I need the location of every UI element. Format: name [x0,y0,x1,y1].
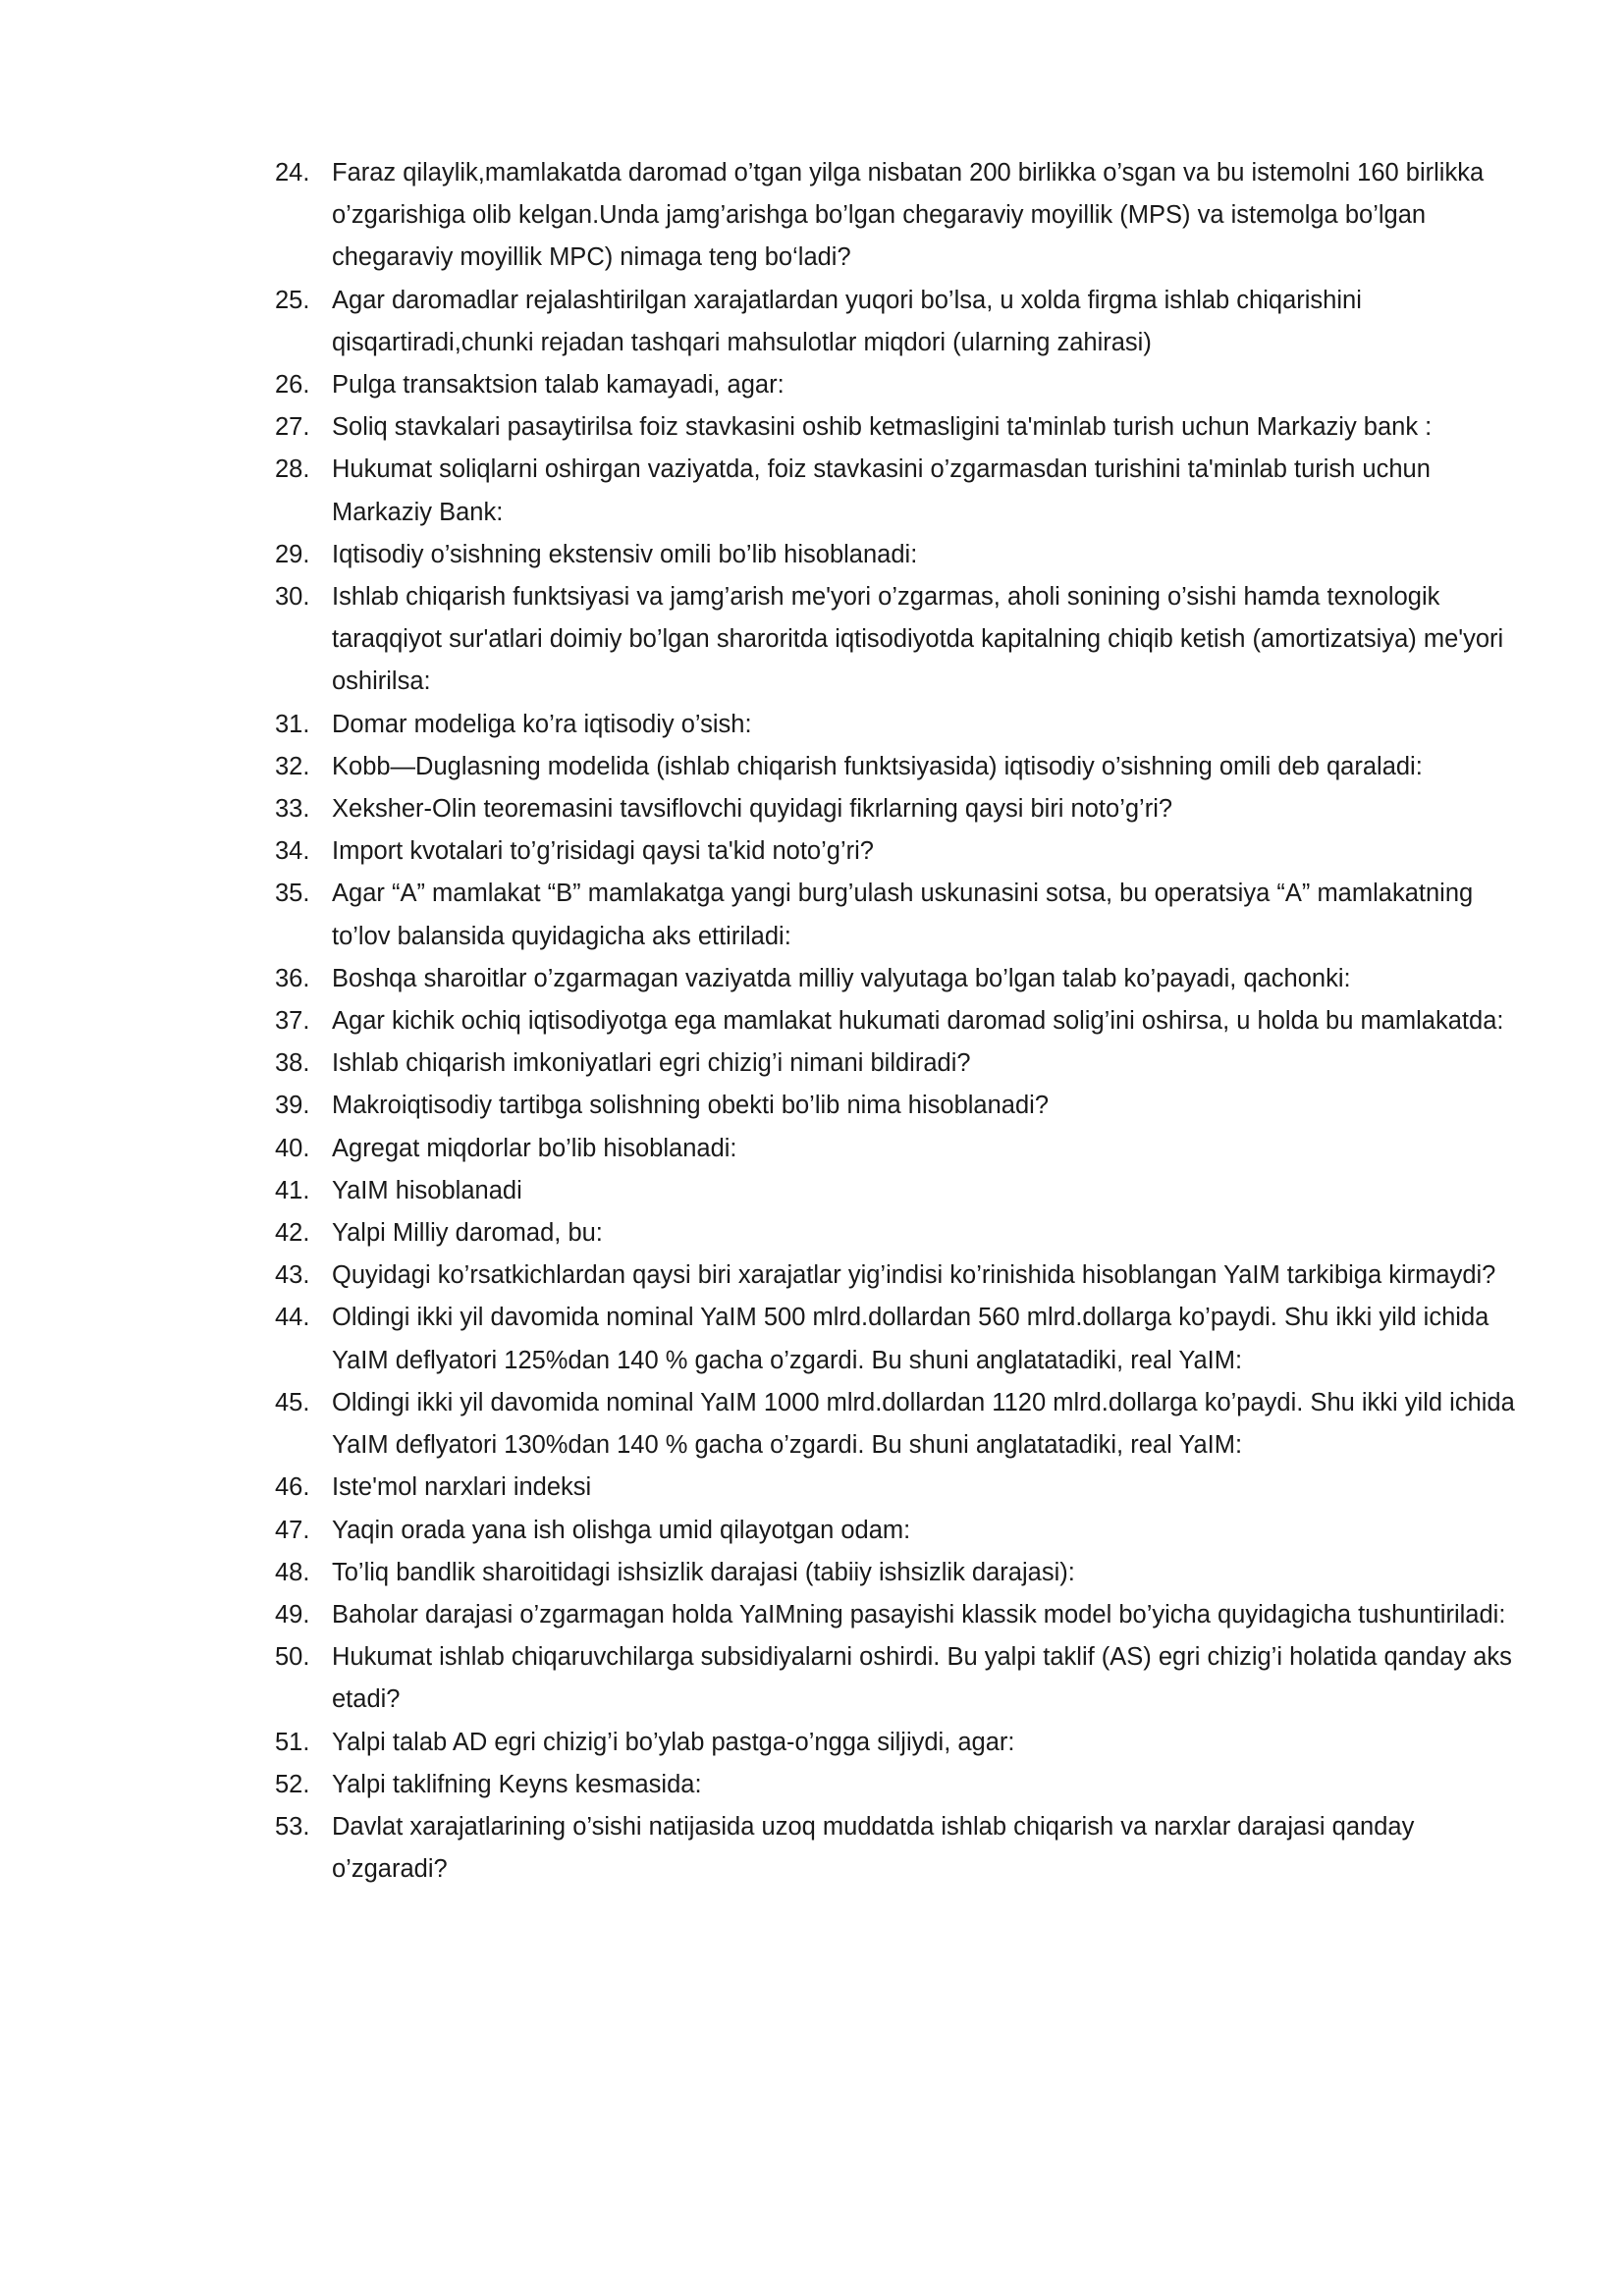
item-number: 36. [275,964,310,992]
item-number: 38. [275,1049,310,1078]
item-number: 45. [275,1388,310,1416]
item-number: 44. [275,1304,310,1332]
list-item [275,576,1532,704]
item-text: Agregat miqdorlar bo’lib hisoblanadi: [332,1134,737,1162]
item-text: Hukumat ishlab chiqaruvchilarga subsidiyalarni oshirdi. Bu yalpi taklif (AS) egri chizig’i holatida qanday aks etadi? [332,1643,1512,1714]
item-number: 27. [275,413,310,442]
item-number: 30. [275,583,310,612]
item-number: 46. [275,1473,310,1502]
item-number: 48. [275,1558,310,1586]
list-item [275,1636,1532,1721]
list-item [275,830,1532,873]
list-item [275,704,1532,746]
item-text: Oldingi ikki yil davomida nominal YaIM 1000 mlrd.dollardan 1120 mlrd.dollarga ko’paydi. Shu ikki yild ichida YaIM deflyatori 130%dan 140 % gacha o’zgardi. Bu shuni anglatatadiki, real YaIM: [332,1388,1515,1460]
item-text: Hukumat soliqlarni oshirgan vaziyatda, foiz stavkasini o’zgarmasdan turishini ta'minlab turish uchun Markaziy Bank: [332,455,1431,526]
item-text: Pulga transaktsion talab kamayadi, agar: [332,371,785,400]
list-item [275,958,1532,1000]
item-text: Agar kichik ochiq iqtisodiyotga ega mamlakat hukumati daromad solig’ini oshirsa, u holda bu mamlakatda: [332,1007,1504,1036]
item-number: 43. [275,1261,310,1290]
item-text: Makroiqtisodiy tartibga solishning obekti bo’lib nima hisoblanadi? [332,1092,1049,1120]
item-text: Agar daromadlar rejalashtirilgan xarajatlardan yuqori bo’lsa, u xolda firgma ishlab chiqarishini qisqartiradi,chunki rejadan tashqari mahsulotlar miqdori (ularning zahirasi) [332,286,1362,356]
item-text: Soliq stavkalari pasaytirilsa foiz stavkasini oshib ketmasligini ta'minlab turish uchun Markaziy bank : [332,413,1433,442]
item-text: Yalpi talab AD egri chizig’i bo’ylab pastga-o’ngga siljiydi, agar: [332,1728,1015,1756]
item-number: 28. [275,455,310,484]
item-number: 50. [275,1643,310,1672]
item-number: 32. [275,752,310,780]
item-text: Yalpi Milliy daromad, bu: [332,1219,603,1248]
item-number: 26. [275,371,310,400]
item-text: Ishlab chiqarish imkoniyatlari egri chizig’i nimani bildiradi? [332,1049,971,1078]
list-item [275,280,1532,364]
list-item [275,1128,1532,1170]
item-text: Boshqa sharoitlar o’zgarmagan vaziyatda milliy valyutaga bo’lgan talab ko’payadi, qachonki: [332,964,1351,992]
item-number: 52. [275,1770,310,1798]
item-number: 34. [275,837,310,866]
item-text: Domar modeliga ko’ra iqtisodiy o’sish: [332,710,752,738]
list-item [275,1297,1532,1381]
list-item [275,1382,1532,1467]
item-text: Oldingi ikki yil davomida nominal YaIM 500 mlrd.dollardan 560 mlrd.dollarga ko’paydi. Shu ikki yild ichida YaIM deflyatori 125%dan 140 % gacha o’zgardi. Bu shuni anglatatadiki, real YaIM: [332,1304,1489,1374]
item-text: Yaqin orada yana ish olishga umid qilayotgan odam: [332,1516,911,1544]
item-text: Agar “A” mamlakat “B” mamlakatga yangi burg’ulash uskunasini sotsa, bu operatsiya “A” mamlakatning to’lov balansida quyidagicha aks ettiriladi: [332,880,1474,950]
list-item [275,1170,1532,1212]
item-number: 37. [275,1007,310,1036]
item-number: 40. [275,1134,310,1162]
item-text: Davlat xarajatlarining o’sishi natijasida uzoq muddatda ishlab chiqarish va narxlar darajasi qanday o’zgaradi? [332,1812,1415,1884]
item-number: 41. [275,1176,310,1204]
item-text: To’liq bandlik sharoitidagi ishsizlik darajasi (tabiiy ishsizlik darajasi): [332,1558,1075,1586]
list-item [275,1552,1532,1594]
item-text: Iste'mol narxlari indeksi [332,1473,592,1502]
list-item [275,364,1532,406]
item-text: Import kvotalari to’g’risidagi qaysi ta'kid noto’g’ri? [332,837,874,866]
item-text: Yalpi taklifning Keyns kesmasida: [332,1770,702,1798]
list-item [275,534,1532,576]
list-item [275,1212,1532,1255]
item-number: 25. [275,286,310,314]
item-number: 42. [275,1219,310,1248]
list-item [275,1085,1532,1127]
item-text: Iqtisodiy o’sishning ekstensiv omili bo’lib hisoblanadi: [332,540,918,568]
item-text: Kobb—Duglasning modelida (ishlab chiqarish funktsiyasida) iqtisodiy o’sishning omili deb qaraladi: [332,752,1423,780]
list-item [275,1510,1532,1552]
question-list [275,152,1532,1891]
item-number: 51. [275,1728,310,1756]
item-number: 24. [275,159,310,187]
list-item [275,1764,1532,1806]
list-item [275,1806,1532,1891]
list-item [275,1042,1532,1085]
item-text: Ishlab chiqarish funktsiyasi va jamg’arish me'yori o’zgarmas, aholi sonining o’sishi hamda texnologik taraqqiyot sur'atlari doimiy bo’lgan sharoritda iqtisodiyotda kapitalning chiqib ketish (amortizatsiya) me'yori oshirilsa: [332,583,1504,696]
list-item [275,746,1532,788]
item-number: 35. [275,880,310,908]
list-item [275,1000,1532,1042]
item-number: 33. [275,795,310,824]
item-number: 39. [275,1092,310,1120]
list-item [275,1467,1532,1509]
item-number: 49. [275,1600,310,1629]
list-item [275,449,1532,533]
item-text: Faraz qilaylik,mamlakatda daromad o’tgan yilga nisbatan 200 birlikka o’sgan va bu istemolni 160 birlikka o’zgarishiga olib kelgan.Unda jamg’arishga bo’lgan chegaraviy moyillik (MPS) va istemolga bo’lgan chegaraviy moyillik MPC) nimaga teng bo‘ladi? [332,159,1485,272]
item-text: Quyidagi ko’rsatkichlardan qaysi biri xarajatlar yig’indisi ko’rinishida hisoblangan YaIM tarkibiga kirmaydi? [332,1261,1496,1290]
item-text: YaIM hisoblanadi [332,1176,522,1204]
list-item [275,788,1532,830]
item-number: 31. [275,710,310,738]
list-item [275,1594,1532,1636]
list-item [275,1255,1532,1297]
list-item [275,152,1532,280]
list-item [275,1722,1532,1764]
item-number: 53. [275,1812,310,1841]
list-item [275,873,1532,957]
item-text: Xeksher-Olin teoremasini tavsiflovchi quyidagi fikrlarning qaysi biri noto’g’ri? [332,795,1173,824]
item-text: Baholar darajasi o’zgarmagan holda YaIMning pasayishi klassik model bo’yicha quyidagicha tushuntiriladi: [332,1600,1506,1629]
list-item [275,406,1532,449]
item-number: 47. [275,1516,310,1544]
item-number: 29. [275,540,310,568]
